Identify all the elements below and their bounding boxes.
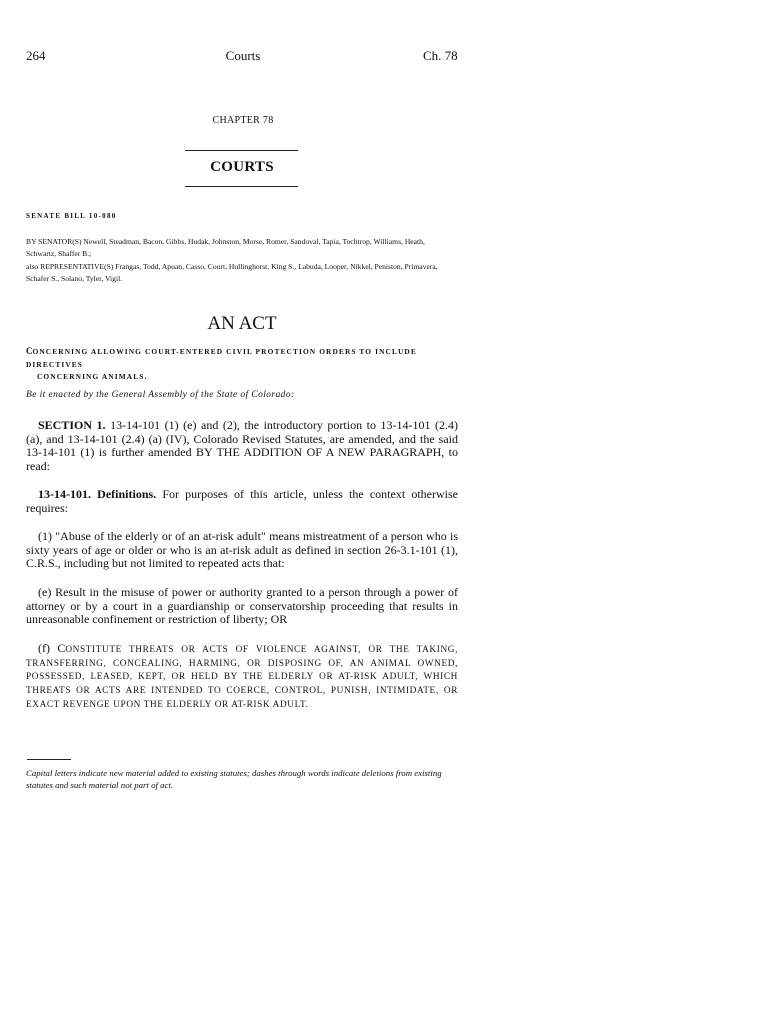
section-1-text: 13-14-101 (1) (e) and (2), the introductory portion to 13-14-101 (2.4) (a), and 13-14-101 (2.4) (a) (IV), Colorado Revised Statutes, are amended, and the said 13-14-101 (1) is further amended BY THE ADDITION OF A NEW PARAGRAPH, to read: bbox=[26, 418, 458, 473]
page-number: 264 bbox=[26, 48, 46, 63]
chapter-title: COURTS bbox=[210, 159, 274, 175]
paragraph-f bbox=[26, 642, 458, 713]
footnote: Capital letters indicate new material added to existing statutes; dashes through words indicate deletions from existing statutes and such material not part of act. bbox=[26, 768, 442, 790]
bill-number: SENATE BILL 10-080 bbox=[26, 212, 117, 220]
definitions-label: 13-14-101. Definitions. bbox=[38, 487, 157, 501]
footnote-rule bbox=[27, 759, 71, 760]
sponsors-block bbox=[26, 236, 446, 286]
concerning-lead-letter: C bbox=[26, 346, 33, 356]
running-title: Courts bbox=[225, 48, 261, 63]
definitions-heading bbox=[26, 488, 458, 515]
title-rule-top bbox=[185, 150, 298, 151]
enacting-clause: Be it enacted by the General Assembly of the State of Colorado: bbox=[26, 390, 295, 400]
section-1 bbox=[26, 419, 458, 473]
subsection-1: (1) "Abuse of the elderly or of an at-risk adult" means mistreatment of a person who is sixty years of age or older or who is an at-risk adult as defined in section 26-3.1-101 (1), C.R.S., including but not limited to repeated acts that: bbox=[26, 529, 458, 571]
section-1-label: SECTION 1. bbox=[38, 418, 106, 432]
act-title: AN ACT bbox=[207, 313, 277, 334]
chapter-reference: Ch. 78 bbox=[423, 48, 458, 63]
act-concerning bbox=[26, 345, 466, 384]
title-rule-bottom bbox=[185, 186, 298, 187]
definitions-text: For purposes of this article, unless the context otherwise requires: bbox=[26, 487, 458, 515]
chapter-label: CHAPTER 78 bbox=[212, 115, 274, 126]
house-sponsors: also REPRESENTATIVE(S) Frangas, Todd, Apuan, Casso, Court, Hullinghorst, King S., Labuda, Looper, Nikkel, Peniston, Primavera, Schafer S., Solano, Tyler, Vigil. bbox=[26, 261, 438, 284]
paragraph-f-text: ONSTITUTE THREATS OR ACTS OF VIOLENCE AGAINST, OR THE TAKING, TRANSFERRING, CONCEALING, HARMING, OR DISPOSING OF, AN ANIMAL OWNED, POSSESSED, LEASED, KEPT, OR HELD BY THE ELDERLY OR AT-RISK ADULT, WHICH THREATS OR ACTS ARE INTENDED TO COERCE, CONTROL, PUNISH, INTIMIDATE, OR EXACT REVENGE UPON THE ELDERLY OR AT-RISK ADULT. bbox=[26, 645, 458, 710]
concerning-line-2: CONCERNING ANIMALS. bbox=[37, 372, 148, 381]
paragraph-e: (e) Result in the misuse of power or authority granted to a person through a power of attorney or by a court in a guardianship or conservatorship proceeding that results in unreasonable confinement or restriction of liberty; OR bbox=[26, 585, 458, 627]
senate-sponsors: BY SENATOR(S) Newell, Steadman, Bacon, Gibbs, Hudak, Johnston, Morse, Romer, Sandoval, Tapia, Tochtrop, Williams, Heath, Schwartz, Shaffer B.; bbox=[26, 237, 425, 259]
paragraph-f-lead: (f) C bbox=[38, 641, 66, 655]
concerning-line-1: ONCERNING ALLOWING COURT-ENTERED CIVIL PROTECTION ORDERS TO INCLUDE DIRECTIVES bbox=[26, 347, 417, 369]
